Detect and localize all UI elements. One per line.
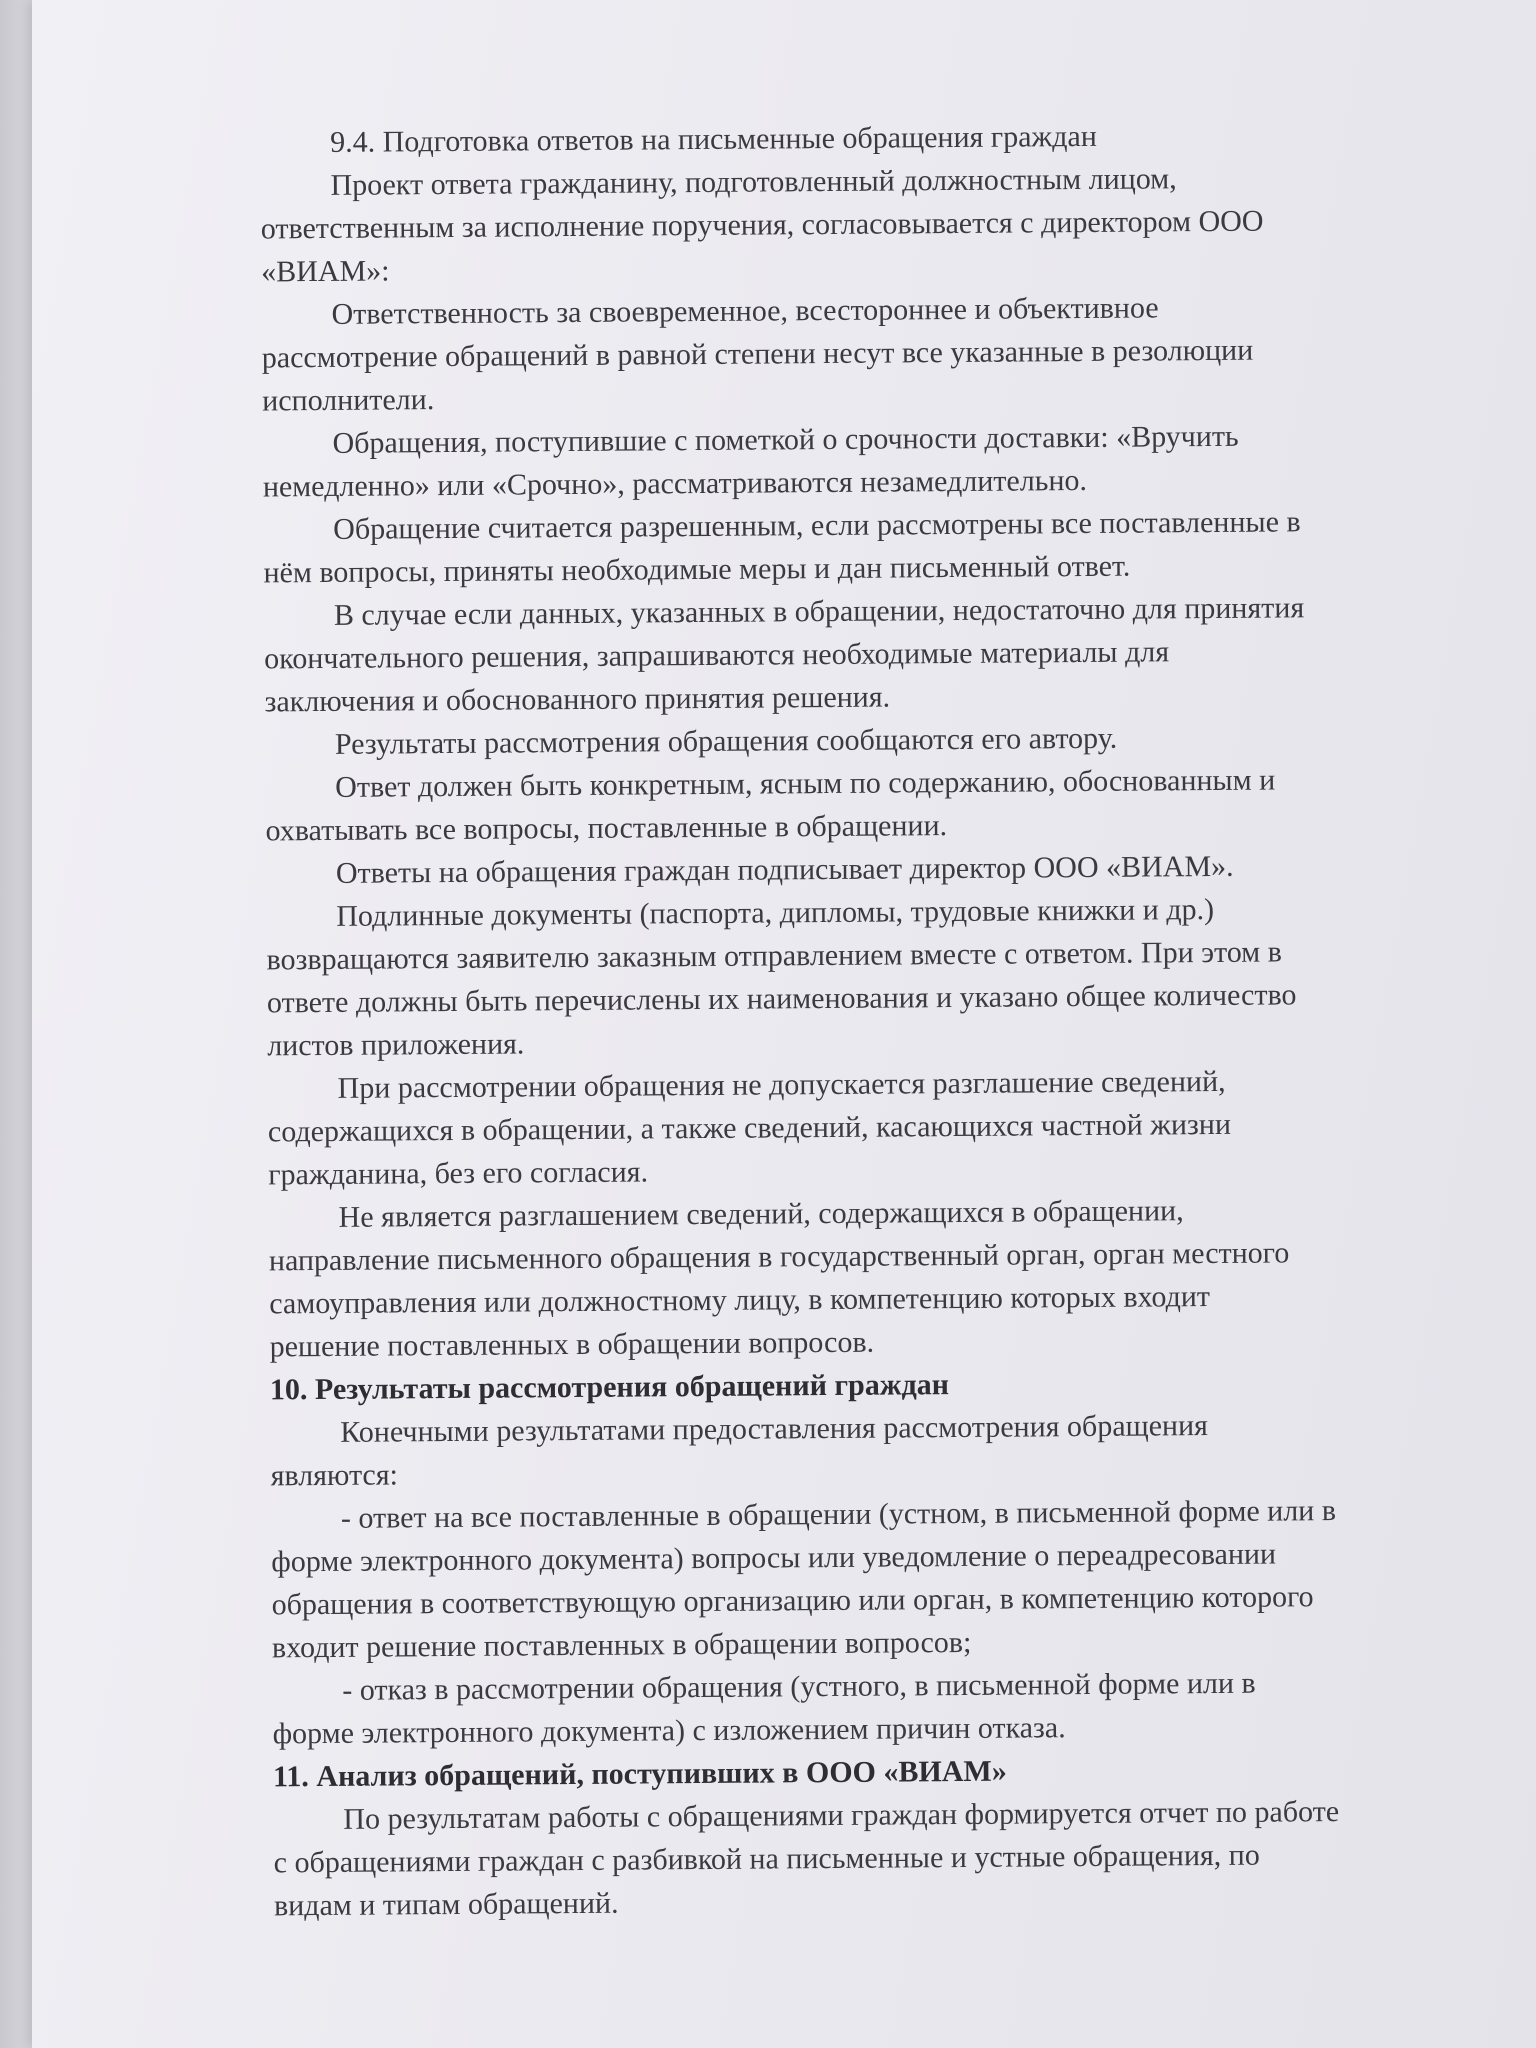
- text-line: ответе должны быть перечислены их наименования и указано общее количество: [266, 978, 1297, 1020]
- text-line: обращения в соответствующую организацию или орган, в компетенцию которого: [271, 1580, 1314, 1622]
- text-line: нём вопросы, приняты необходимые меры и дан письменный ответ.: [263, 549, 1131, 590]
- heading-text: 11. Анализ обращений, поступивших в ООО «ВИАМ»: [272, 1754, 1007, 1794]
- text-line: окончательного решения, запрашиваются необходимые материалы для: [264, 635, 1170, 676]
- paragraph: [192, 413, 1443, 509]
- text-line: Ответы на обращения граждан подписывает директор ООО «ВИАМ».: [335, 849, 1234, 890]
- text-line: содержащихся в обращении, а также сведений, касающихся частной жизни: [267, 1107, 1232, 1149]
- text-line: возвращаются заявителю заказным отправлением вместе с ответом. При этом в: [266, 935, 1282, 977]
- text-line: входит решение поставленных в обращении вопросов;: [271, 1625, 972, 1665]
- paragraph: [197, 1058, 1448, 1197]
- text-line: В случае если данных, указанных в обращении, недостаточно для принятия: [333, 591, 1305, 632]
- text-line: По результатам работы с обращениями граждан формируется отчет по работе: [343, 1795, 1340, 1836]
- heading-text: 10. Результаты рассмотрения обращений граждан: [269, 1368, 950, 1407]
- text-line: немедленно» или «Срочно», рассматриваются незамедлительно.: [262, 463, 1088, 504]
- paragraph: [203, 1789, 1454, 1928]
- text-line: - ответ на все поставленные в обращении (устном, в письменной форме или в: [340, 1494, 1337, 1535]
- text-line: Обращение считается разрешенным, если рассмотрены все поставленные в: [333, 505, 1301, 546]
- text-line: видам и типам обращений.: [273, 1886, 619, 1923]
- text-line: «ВИАМ»:: [261, 254, 390, 289]
- text-line: решение поставленных в обращении вопросов.: [269, 1325, 875, 1364]
- background-edge: [0, 0, 32, 2048]
- text-line: форме электронного документа) вопросы или уведомление о переадресовании: [271, 1537, 1277, 1579]
- document-body: [190, 112, 1454, 1928]
- paragraph: [194, 585, 1445, 724]
- text-line: охватывать все вопросы, поставленные в обращении.: [265, 809, 948, 848]
- paragraph: [198, 1187, 1449, 1369]
- text-line: направление письменного обращения в государственный орган, орган местного: [268, 1236, 1290, 1278]
- text-line: ответственным за исполнение поручения, согласовывается с директором ООО: [260, 204, 1264, 246]
- text-line: 9.4. Подготовка ответов на письменные обращения граждан: [330, 119, 1097, 159]
- paragraph: [200, 1402, 1451, 1498]
- text-line: Подлинные документы (паспорта, дипломы, трудовые книжки и др.): [336, 892, 1215, 933]
- paragraph: [191, 284, 1442, 423]
- text-line: Результаты рассмотрения обращения сообщаются его автору.: [334, 721, 1118, 761]
- text-line: гражданина, без его согласия.: [268, 1155, 649, 1192]
- text-line: рассмотрение обращений в равной степени несут все указанные в резолюции: [261, 333, 1254, 375]
- list-item: [202, 1660, 1453, 1756]
- text-line: Ответ должен быть конкретным, ясным по содержанию, обоснованным и: [335, 763, 1276, 804]
- paragraph: [193, 499, 1444, 595]
- text-line: заключения и обоснованного принятия решения.: [264, 680, 891, 719]
- text-line: Проект ответа гражданину, подготовленный должностным лицом,: [330, 162, 1177, 202]
- text-line: являются:: [270, 1458, 399, 1493]
- text-line: форме электронного документа) с изложением причин отказа.: [272, 1711, 1066, 1751]
- paragraph: [196, 886, 1447, 1068]
- paragraph: [190, 155, 1441, 294]
- list-item: [201, 1488, 1452, 1670]
- text-line: с обращениями граждан с разбивкой на письменные и устные обращения, по: [273, 1838, 1260, 1880]
- text-line: исполнители.: [262, 383, 435, 418]
- text-line: Конечными результатами предоставления рассмотрения обращения: [340, 1409, 1209, 1449]
- text-line: листов приложения.: [267, 1027, 525, 1063]
- text-line: Обращения, поступившие с пометкой о срочности доставки: «Вручить: [332, 419, 1239, 460]
- text-line: самоуправления или должностному лицу, в компетенцию которых входит: [269, 1280, 1211, 1321]
- text-line: При рассмотрении обращения не допускается разглашение сведений,: [337, 1064, 1226, 1105]
- text-line: Ответственность за своевременное, всестороннее и объективное: [331, 291, 1159, 331]
- paragraph: [195, 757, 1446, 853]
- text-line: - отказ в рассмотрении обращения (устного, в письменной форме или в: [342, 1666, 1256, 1707]
- text-line: Не является разглашением сведений, содержащихся в обращении,: [338, 1194, 1184, 1234]
